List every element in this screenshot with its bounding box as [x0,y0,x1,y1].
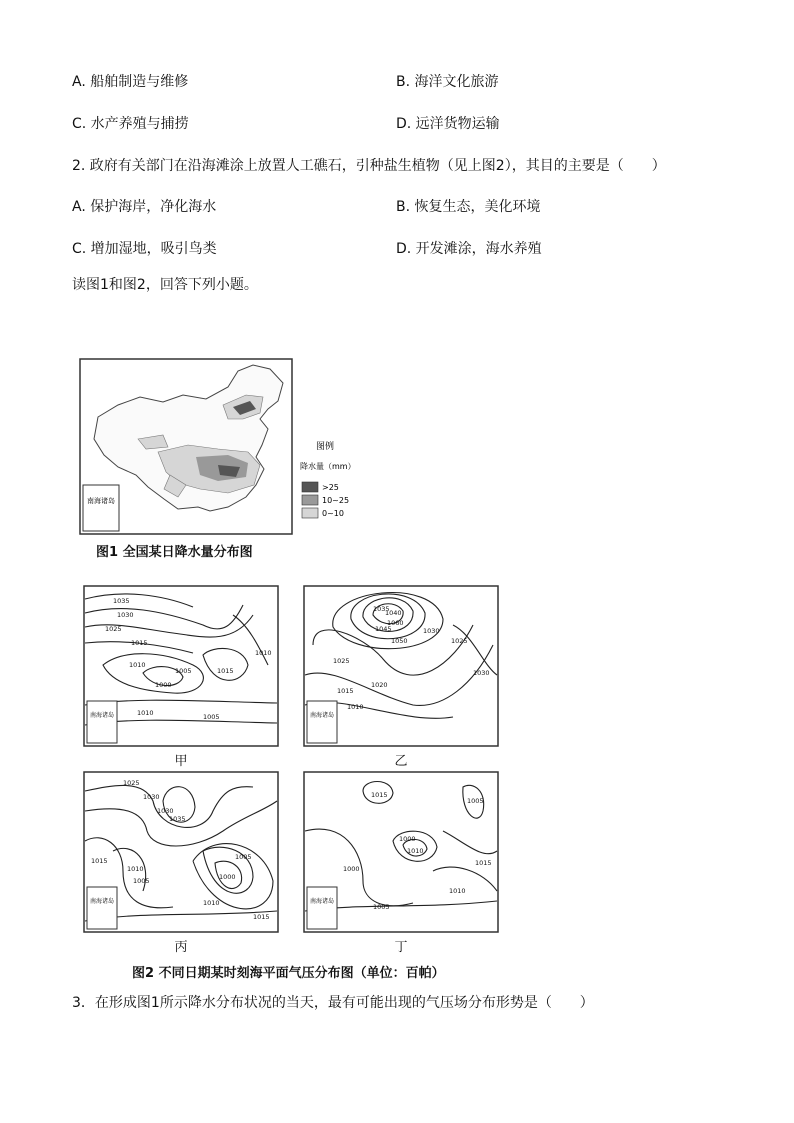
legend-label-mid: 10~25 [322,496,350,505]
figure1-precipitation-map [78,357,378,539]
legend-swatch-mid [302,495,318,505]
ding-inset-label: 南海诸岛 [309,898,335,905]
bing-isobar-label: 1010 [203,899,220,907]
yi-inset-label: 南海诸岛 [309,712,335,719]
q1-option-d: D. 远洋货物运输 [396,116,500,132]
bing-isobar-label: 1030 [157,807,174,815]
jia-isobar-label: 1025 [105,625,122,633]
bing-isobar-label: 1000 [219,873,236,881]
bing-isobar-label: 1025 [123,779,140,787]
yi-isobar-label: 1025 [333,657,350,665]
yi-isobar-label: 1030 [473,669,490,677]
legend-label-high: >25 [322,483,339,492]
bing-isobar-label: 1015 [253,913,270,921]
bing-isobar-label: 1005 [235,853,252,861]
yi-isobar-label: 1030 [423,627,440,635]
jia-isobar-label: 1010 [129,661,146,669]
jia-isobar-label: 1015 [131,639,148,647]
figure1-caption: 图1 全国某日降水量分布图 [96,545,253,560]
q3-stem: 3．在形成图1所示降水分布状况的当天，最有可能出现的气压场分布形势是（ ） [72,995,594,1011]
q2-option-d: D. 开发滩涂，海水养殖 [396,241,542,257]
figure2-caption: 图2 不同日期某时刻海平面气压分布图（单位：百帕） [132,966,445,981]
figure1-inset-label: 南海诸岛 [87,497,115,505]
yi-isobar-label: 1050 [391,637,408,645]
jia-isobar-label: 1015 [217,667,234,675]
jia-isobar-label: 1005 [175,667,192,675]
legend-label-low: 0~10 [322,509,344,518]
yi-isobar-label: 1015 [337,687,354,695]
yi-isobar-label: 1040 [385,609,402,617]
jia-isobar-label: 1000 [155,681,172,689]
figure2-label-jia: 甲 [174,754,188,769]
yi-isobar-label: 1010 [347,703,364,711]
ding-isobar-label: 1005 [373,903,390,911]
ding-isobar-label: 1010 [449,887,466,895]
bing-isobar-label: 1005 [133,877,150,885]
jia-isobar-label: 1035 [113,597,130,605]
q1-option-c: C. 水产养殖与捕捞 [72,116,189,132]
bing-isobar-label: 1035 [169,815,186,823]
ding-isobar-label: 1005 [467,797,484,805]
figure2-label-yi: 乙 [394,754,408,769]
jia-inset-label: 南海诸岛 [89,712,115,719]
ding-isobar-label: 1010 [407,847,424,855]
q2-option-c: C. 增加湿地，吸引鸟类 [72,241,217,257]
jia-isobar-label: 1010 [137,709,154,717]
yi-isobar-label: 1060 [387,619,404,627]
q1-option-b: B. 海洋文化旅游 [396,74,499,90]
yi-isobar-label: 1025 [451,637,468,645]
q1-option-a: A. 船舶制造与维修 [72,74,189,90]
q2-stem: 2. 政府有关部门在沿海滩涂上放置人工礁石，引种盐生植物（见上图2），其目的主要是（ ） [72,158,666,174]
legend-swatch-low [302,508,318,518]
ding-isobar-label: 1015 [371,791,388,799]
figure2-label-bing: 丙 [174,940,188,955]
bing-isobar-label: 1010 [127,865,144,873]
figure2-panel-ding [303,771,499,933]
figure1-legend-title: 图例 [316,442,335,452]
figure2-panel-yi [303,585,499,747]
figure2-panel-jia [83,585,279,747]
q2-option-a: A. 保护海岸，净化海水 [72,199,217,215]
legend-swatch-high [302,482,318,492]
bing-isobar-label: 1015 [91,857,108,865]
figure1-legend-subtitle: 降水量（mm） [300,462,356,471]
yi-isobar-label: 1045 [375,625,392,633]
yi-isobar-label: 1020 [371,681,388,689]
ding-isobar-label: 1015 [475,859,492,867]
ding-isobar-label: 1000 [343,865,360,873]
figure2-panel-bing [83,771,279,933]
yi-isobar-label: 1035 [373,605,390,613]
reading-intro: 读图1和图2，回答下列小题。 [72,277,258,293]
figure2-label-ding: 丁 [394,940,408,955]
q2-option-b: B. 恢复生态，美化环境 [396,199,541,215]
bing-isobar-label: 1030 [143,793,160,801]
bing-inset-label: 南海诸岛 [89,898,115,905]
jia-isobar-label: 1005 [203,713,220,721]
jia-isobar-label: 1030 [117,611,134,619]
jia-isobar-label: 1010 [255,649,272,657]
ding-isobar-label: 1000 [399,835,416,843]
